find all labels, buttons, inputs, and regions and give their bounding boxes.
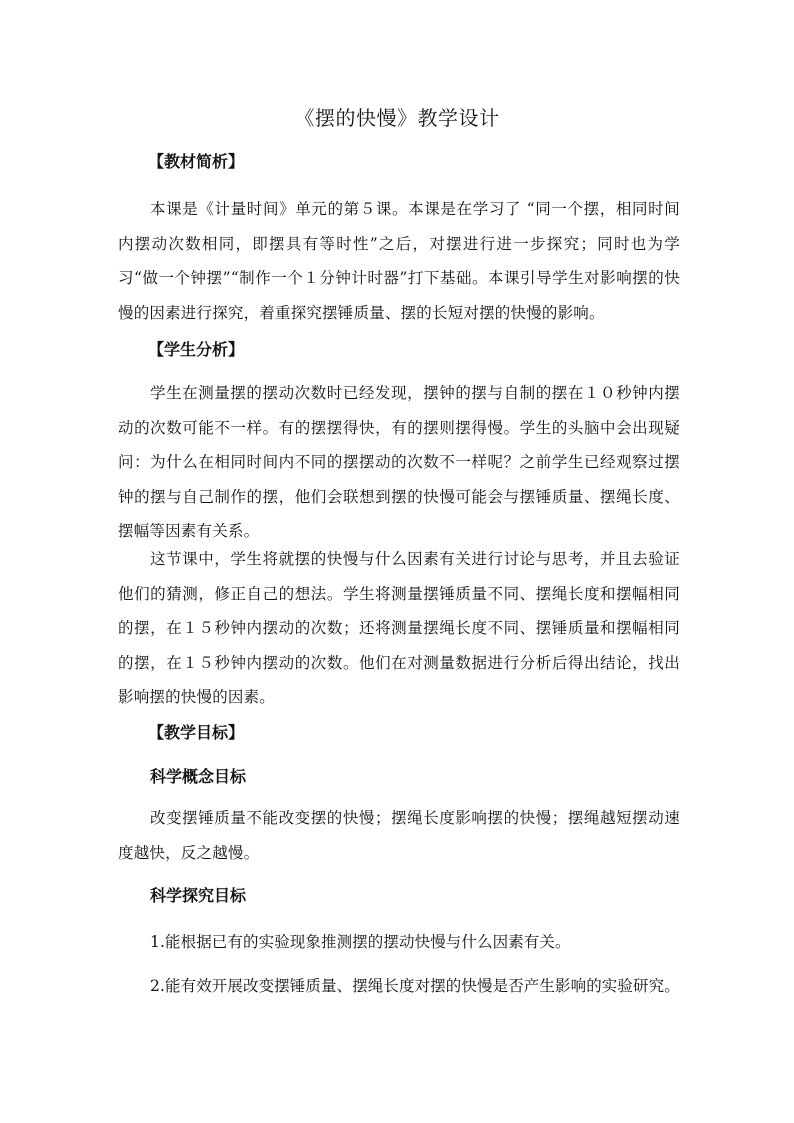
paragraph-students-1: 学生在测量摆的摆动次数时已经发现，摆钟的摆与自制的摆在１０秒钟内摆动的次数可能不一样。有的摆摆得快，有的摆则摆得慢。学生的头脑中会出现疑问：为什么在相同时间内不同的摆摆动的次数不一样呢？之前学生已经观察过摆钟的摆与自己制作的摆，他们会联想到摆的快慢可能会与摆锤质量、摆绳长度、摆幅等因素有关系。 [118, 384, 680, 540]
section-heading-textbook: 【教材简析】 [148, 152, 245, 171]
section-heading-goals: 【教学目标】 [148, 723, 245, 742]
subheading-concept: 科学概念目标 [150, 767, 247, 786]
paragraph-students-2: 这节课中，学生将就摆的快慢与什么因素有关进行讨论与思考，并且去验证他们的猜测，修正自己的想法。学生将测量摆锤质量不同、摆绳长度和摆幅相同的摆，在１５秒钟内摆动的次数；还将测量摆绳长度不同、摆锤质量和摆幅相同的摆，在１５秒钟内摆动的次数。他们在对测量数据进行分析后得出结论，找出影响摆的快慢的因素。 [118, 550, 680, 706]
subheading-inquiry: 科学探究目标 [150, 886, 247, 905]
paragraph-concept: 改变摆锤质量不能改变摆的快慢；摆绳长度影响摆的快慢；摆绳越短摆动速度越快，反之越慢。 [118, 809, 680, 862]
inquiry-item-2: 2.能有效开展改变摆锤质量、摆绳长度对摆的快慢是否产生影响的实验研究。 [150, 977, 680, 995]
document-title: 《摆的快慢》教学设计 [294, 106, 500, 130]
paragraph-textbook: 本课是《计量时间》单元的第５课。本课是在学习了 “同一个摆，相同时间内摆动次数相同，即摆具有等时性”之后，对摆进行进一步探究；同时也为学习“做一个钟摆”“制作一个１分钟计时器”打下基础。本课引导学生对影响摆的快慢的因素进行探究，着重探究摆锤质量、摆的长短对摆的快慢的影响。 [118, 200, 680, 322]
inquiry-item-1: 1.能根据已有的实验现象推测摆的摆动快慢与什么因素有关。 [150, 933, 571, 951]
section-heading-students: 【学生分析】 [148, 340, 245, 359]
